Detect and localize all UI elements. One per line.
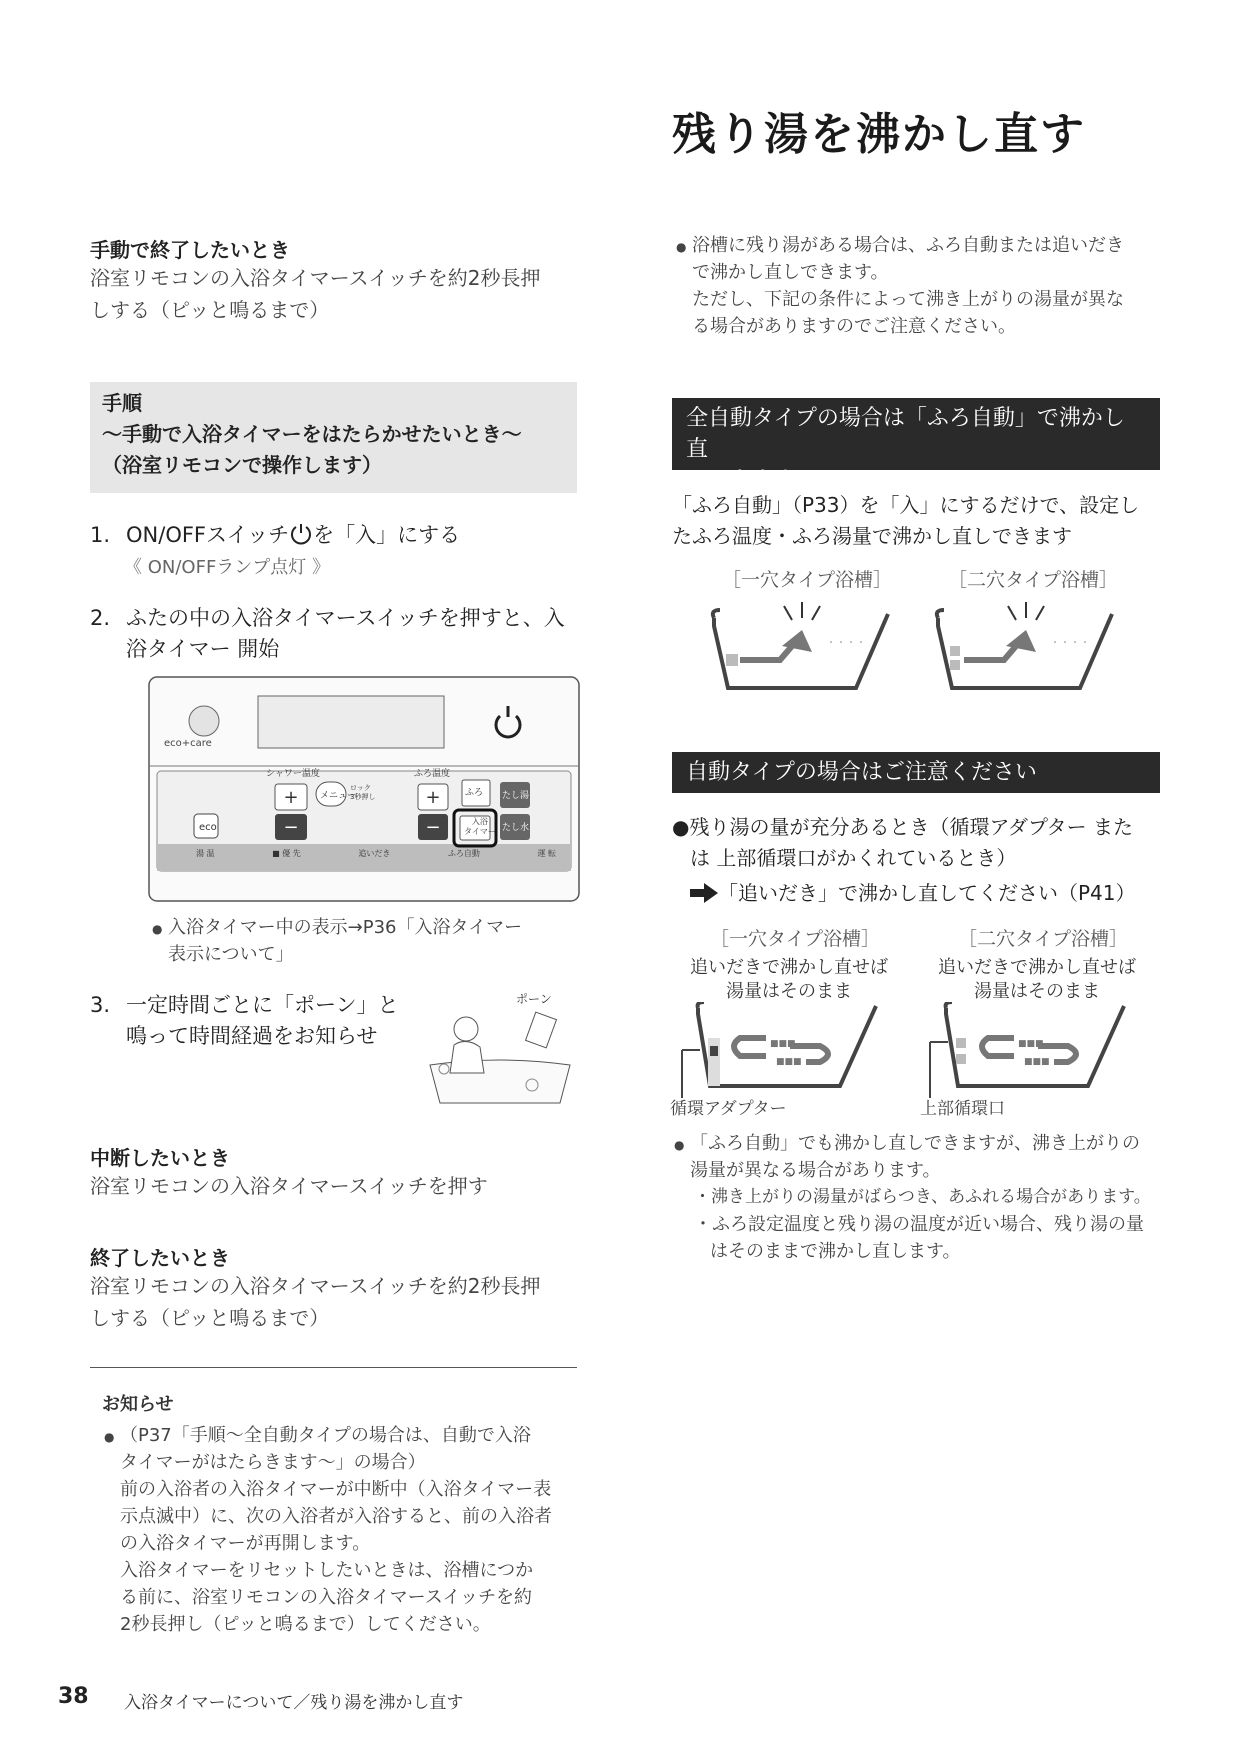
bathing-person-illustration [420, 985, 580, 1105]
auto-note [690, 1130, 1151, 1265]
auto-tub1-illustration [680, 1002, 880, 1102]
auto-condition [672, 812, 1133, 874]
svg-text:■■■: ■■■ [770, 1039, 796, 1049]
notice-line-1: ● （P37「手順～全自動タイプの場合は、自動で入浴 [120, 1422, 552, 1449]
svg-text:■■■: ■■■ [1024, 1057, 1050, 1067]
step-1-pre: ON/OFFスイッチ [126, 523, 290, 547]
notice-line-7: る前に、浴室リモコンの入浴タイマースイッチを約 [120, 1587, 533, 1608]
auto-tub2-caption-line-1: 追いだきで沸かし直せば [938, 957, 1136, 978]
intro-text [692, 232, 1124, 340]
procedure-line-2: ～手動で入浴タイマーをはたらかせたいとき～ [102, 422, 522, 446]
step-3 [90, 990, 399, 1052]
end-text [90, 1270, 541, 1334]
step-3-line-1: 一定時間ごとに「ポーン」と [126, 993, 399, 1017]
full-auto-desc-line-1: 「ふろ自動」（P33）を「入」にするだけで、設定し [672, 493, 1140, 517]
auto-note-sub-2-line-1: ・ふろ設定温度と残り湯の温度が近い場合、残り湯の量 [694, 1214, 1144, 1235]
auto-tub2-caption-line-2: 湯量はそのまま [974, 981, 1100, 1002]
circulation-adapter-label: 循環アダプター [670, 1099, 787, 1119]
page-title: 残り湯を沸かし直す [672, 109, 1086, 160]
step-2 [90, 603, 565, 665]
step-1-number: 1. [90, 523, 111, 547]
full-auto-tub2-label: ［二穴タイプ浴槽］ [948, 569, 1119, 591]
auto-note-line-1: ● 「ふろ自動」でも沸かし直しできますが、沸き上がりの [690, 1130, 1151, 1157]
page-number: 38 [58, 1684, 89, 1709]
notice-line-5: の入浴タイマーが再開します。 [120, 1533, 371, 1554]
step-2-note [168, 914, 522, 968]
auto-header: 自動タイプの場合はご注意ください [672, 752, 1160, 793]
svg-text:■■■: ■■■ [1018, 1039, 1044, 1049]
remote-bottom-label-1: 湯 温 [196, 849, 215, 858]
step-1-post: を「入」にする [313, 523, 461, 547]
auto-tub2-illustration [928, 1002, 1128, 1102]
intro-line-1: ● 浴槽に残り湯がある場合は、ふろ自動または追いだき [692, 232, 1124, 259]
pause-text: 浴室リモコンの入浴タイマースイッチを押す [90, 1174, 488, 1198]
full-auto-tub2-illustration [930, 596, 1120, 692]
notice-line-8: 2秒長押し（ピッと鳴るまで）してください。 [120, 1614, 491, 1635]
step-2-note-line-1: ● 入浴タイマー中の表示→P36「入浴タイマー [168, 914, 522, 941]
manual-end-line-2: しする（ピッと鳴るまで） [90, 298, 330, 322]
remote-timer-button [464, 817, 496, 837]
remote-timer-line-1: 入浴 [471, 817, 488, 826]
notice-line-6: 入浴タイマーをリセットしたいときは、浴槽につか [120, 1560, 534, 1581]
arrow-right-icon [690, 882, 718, 913]
auto-note-line-2: 湯量が異なる場合があります。 [690, 1160, 941, 1181]
svg-text:−: − [425, 817, 441, 838]
auto-tub1-caption-line-2: 湯量はそのまま [726, 981, 852, 1002]
auto-tub1-label: ［一穴タイプ浴槽］ [710, 928, 881, 950]
remote-brand: eco+care [164, 738, 212, 749]
svg-text:・・・・: ・・・・ [826, 638, 866, 649]
manual-end-text [90, 262, 541, 326]
full-auto-header-line-2: しできます [686, 468, 797, 493]
remote-bottom-label-2: ■ 優 先 [272, 849, 301, 858]
auto-condition-line-1: ●残り湯の量が充分あるとき（循環アダプター また [672, 815, 1134, 839]
auto-tub1-caption-line-1: 追いだきで沸かし直せば [690, 957, 888, 978]
auto-note-sub-2-line-2: はそのままで沸かし直します。 [710, 1241, 961, 1262]
procedure-line-3: （浴室リモコンで操作します） [102, 453, 382, 477]
auto-tub1-caption [684, 956, 894, 1004]
remote-furo-button: ふろ [465, 788, 484, 798]
full-auto-desc-line-2: たふろ温度・ふろ湯量で沸かし直しできます [672, 524, 1072, 548]
intro-line-2: で沸かし直しできます。 [692, 262, 889, 283]
step-2-number: 2. [90, 606, 111, 630]
notice-heading: お知らせ [102, 1394, 174, 1415]
remote-eco-button: eco [199, 822, 217, 833]
notice-line-2: タイマーがはたらきます～」の場合） [120, 1452, 426, 1473]
step-2-note-line-2: 表示について」 [168, 944, 294, 965]
step-3-line-2: 鳴って時間経過をお知らせ [126, 1024, 378, 1048]
notice-divider [90, 1367, 577, 1368]
end-line-2: しする（ピッと鳴るまで） [90, 1306, 330, 1330]
auto-action-text: 「追いだき」で沸かし直してください（P41） [718, 881, 1136, 905]
remote-lock-sub: 3秒押し [350, 793, 376, 801]
remote-bottom-label-3: 追いだき [358, 849, 391, 858]
notice-line-4: 示点滅中）に、次の入浴者が入浴すると、前の入浴者 [120, 1506, 552, 1527]
procedure-box [90, 382, 577, 493]
notice-line-3: 前の入浴者の入浴タイマーが中断中（入浴タイマー表 [120, 1479, 552, 1500]
end-heading: 終了したいとき [90, 1246, 230, 1270]
intro-line-4: る場合がありますのでご注意ください。 [692, 316, 1016, 337]
svg-text:−: − [283, 817, 299, 838]
step-1 [90, 520, 460, 551]
footer-breadcrumb: 入浴タイマーについて／残り湯を沸かし直す [124, 1693, 464, 1713]
full-auto-tub1-label: ［一穴タイプ浴槽］ [722, 569, 893, 591]
remote-tashimizu-button: たし水 [502, 823, 530, 833]
remote-tashiyu-button: たし湯 [502, 791, 530, 801]
full-auto-tub1-illustration [706, 596, 896, 692]
pause-heading: 中断したいとき [90, 1146, 230, 1170]
svg-text:+: + [425, 787, 441, 808]
remote-menu-button: メニュー [320, 791, 357, 801]
manual-end-heading: 手動で終了したいとき [90, 238, 290, 262]
sound-pon: ポーン [516, 992, 552, 1006]
auto-note-sub-1: ・沸き上がりの湯量がばらつき、あふれる場合があります。 [694, 1187, 1151, 1207]
full-auto-description [672, 490, 1139, 552]
step-3-number: 3. [90, 993, 111, 1017]
remote-shower-label: シャワー温度 [266, 769, 320, 779]
full-auto-header [672, 398, 1160, 493]
step-1-sub: 《 ON/OFFランプ点灯 》 [124, 557, 331, 578]
remote-lock-label: ロック [350, 784, 371, 792]
intro-line-3: ただし、下記の条件によって沸き上がりの湯量が異な [692, 289, 1124, 310]
auto-tub2-caption [932, 956, 1142, 1004]
auto-tub2-label: ［二穴タイプ浴槽］ [958, 928, 1129, 950]
remote-bottom-labels [196, 848, 556, 859]
upper-outlet-label: 上部循環口 [920, 1099, 1005, 1119]
svg-text:+: + [283, 787, 299, 808]
full-auto-header-line-1: 全自動タイプの場合は「ふろ自動」で沸かし直 [686, 406, 1125, 462]
power-icon [289, 522, 313, 546]
remote-timer-line-2: タイマー [464, 827, 496, 836]
auto-condition-line-2: は 上部循環口がかくれているとき） [690, 846, 1017, 870]
remote-furo-label: ふろ温度 [414, 769, 451, 779]
svg-text:■■■: ■■■ [776, 1057, 802, 1067]
manual-end-line-1: 浴室リモコンの入浴タイマースイッチを約2秒長押 [90, 266, 541, 290]
svg-text:・・・・: ・・・・ [1050, 638, 1090, 649]
end-line-1: 浴室リモコンの入浴タイマースイッチを約2秒長押 [90, 1274, 541, 1298]
step-2-line-2: 浴タイマー 開始 [126, 637, 280, 661]
notice-body [120, 1422, 552, 1638]
remote-bottom-label-4: ふろ自動 [447, 849, 480, 858]
auto-action [690, 878, 1136, 913]
remote-bottom-label-5: 運 転 [537, 849, 556, 858]
step-2-line-1: ふたの中の入浴タイマースイッチを押すと、入 [126, 606, 565, 630]
procedure-line-1: 手順 [102, 391, 142, 415]
